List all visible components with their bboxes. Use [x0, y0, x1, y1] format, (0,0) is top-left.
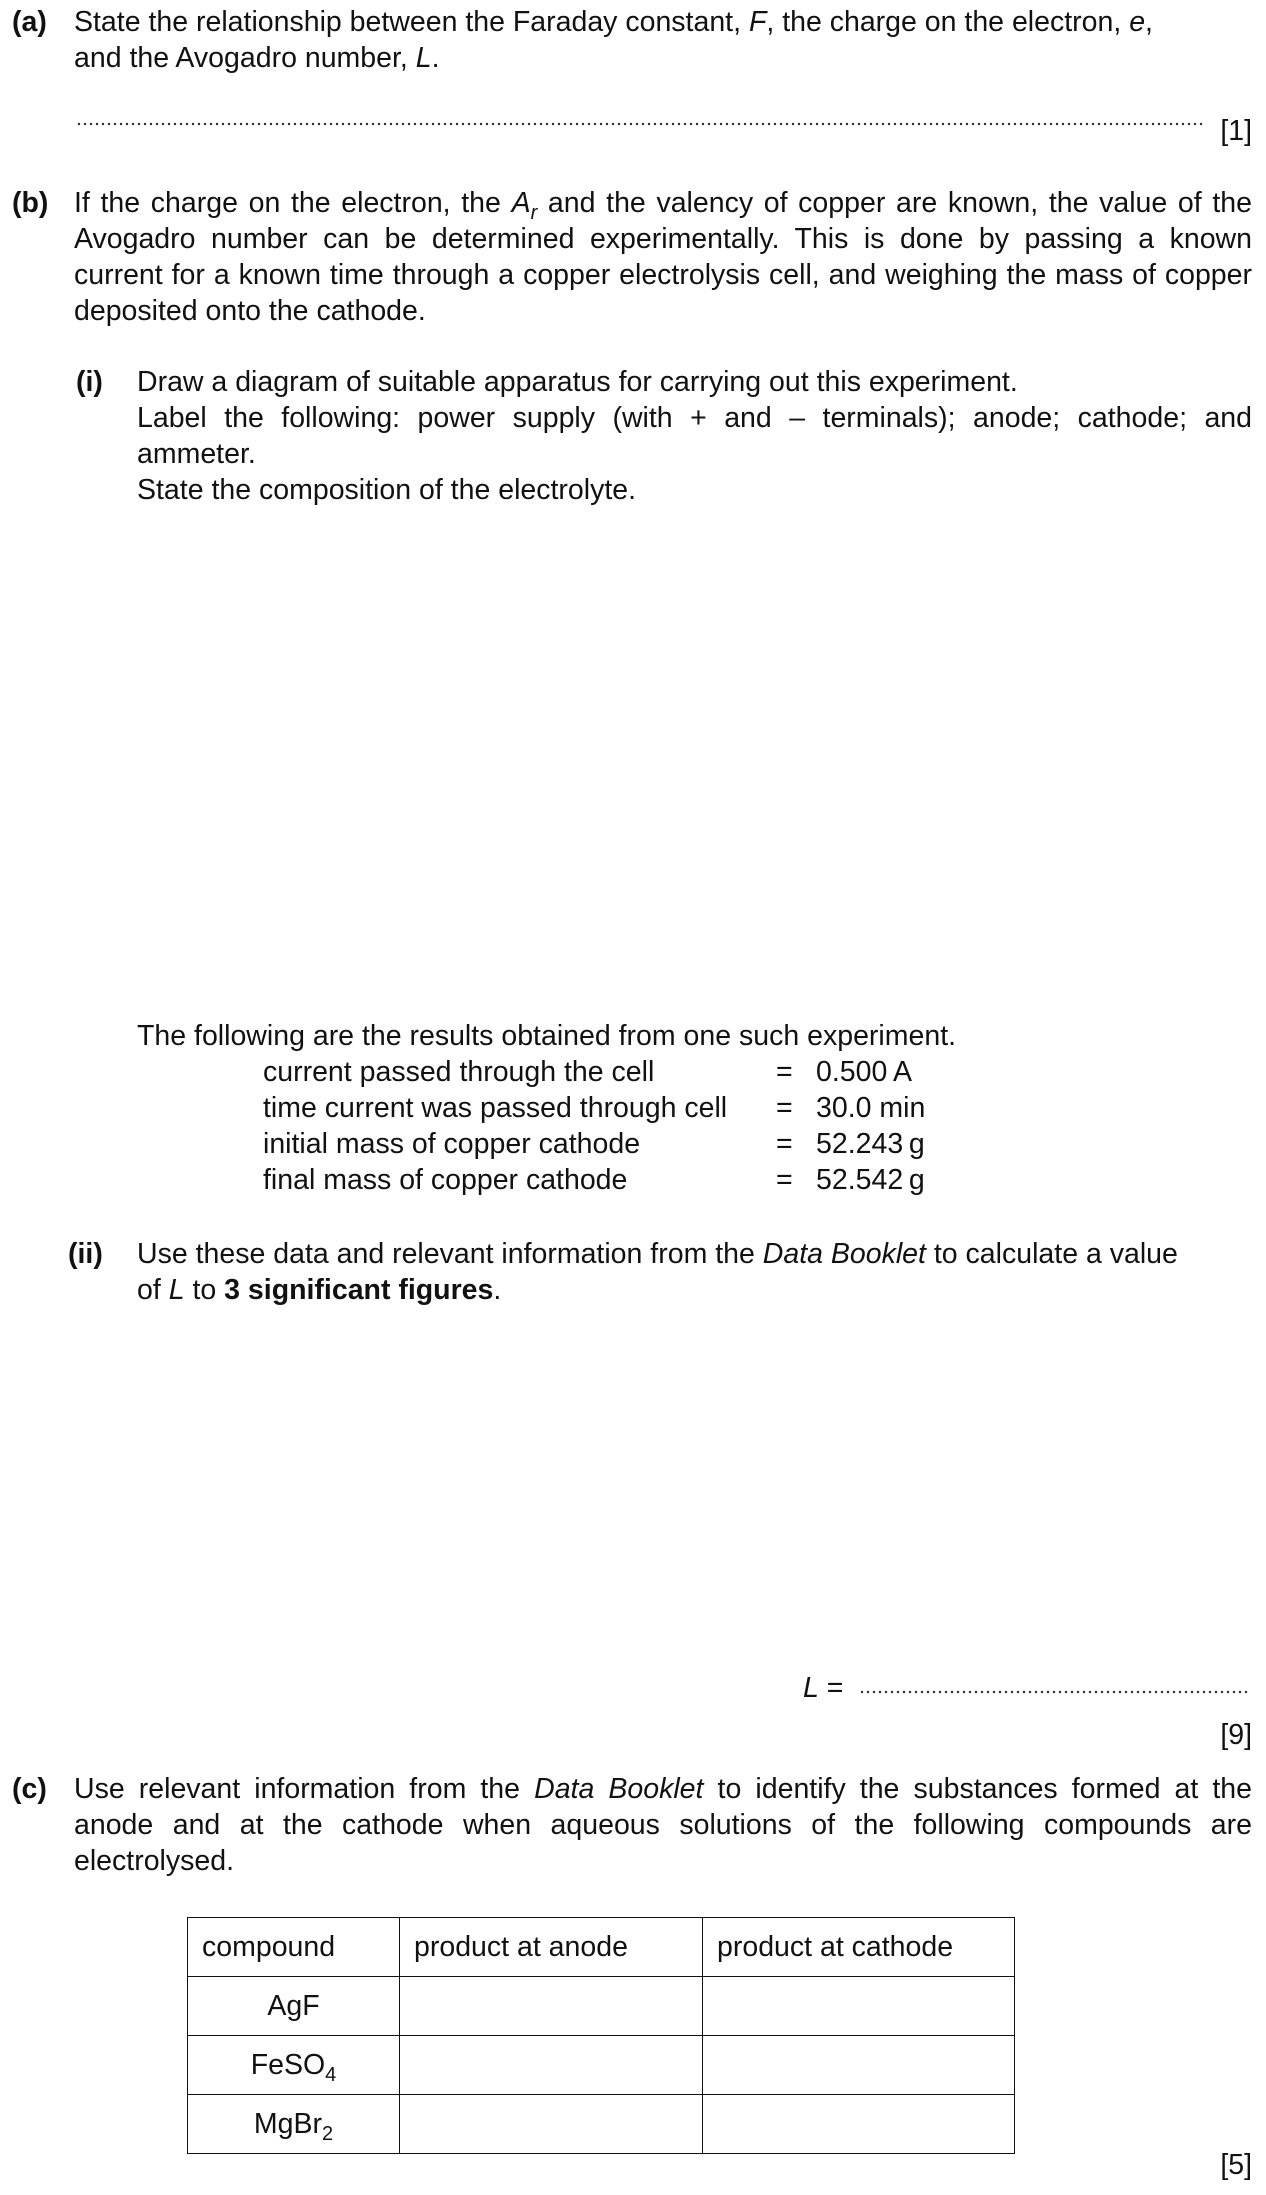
compound-cell: AgF	[188, 1977, 400, 2036]
result-equals: =	[776, 1092, 793, 1124]
table-row	[188, 1977, 1015, 2036]
data-booklet-ref: Data Booklet	[762, 1238, 926, 1270]
part-a-label: (a)	[12, 6, 47, 38]
result-value: 0.500 A	[816, 1056, 913, 1088]
cathode-product-cell[interactable]	[703, 1977, 1015, 2036]
result-equals: =	[776, 1128, 793, 1160]
diagram-answer-space[interactable]	[137, 520, 1247, 1010]
part-b-i-label: (i)	[76, 366, 103, 398]
table-row	[188, 2036, 1015, 2095]
result-name: initial mass of copper cathode	[263, 1128, 641, 1160]
anode-product-cell[interactable]	[400, 1977, 703, 2036]
l-answer-line[interactable]	[859, 1690, 1249, 1694]
part-b-label: (b)	[12, 187, 49, 219]
result-name: current passed through the cell	[263, 1056, 655, 1088]
part-b-ii-question: Use these data and relevant information from the Data Booklet to calculate a value of L to 3 significant figures.	[137, 1238, 1178, 1306]
cathode-product-cell[interactable]	[703, 2036, 1015, 2095]
result-equals: =	[776, 1164, 793, 1196]
compound-cell: FeSO$_4$	[188, 2036, 400, 2095]
result-value: 52.542 g	[816, 1164, 925, 1196]
electrolysis-products-table	[187, 1917, 1015, 2154]
part-b-i-question: Draw a diagram of suitable apparatus for carrying out this experiment. Label the following: power supply (with + and – terminals); anode; cathode; and ammeter. State the composition of the electrolyte.	[137, 366, 1252, 506]
result-value: 52.243 g	[816, 1128, 925, 1160]
part-c-question: Use relevant information from the Data Booklet to identify the substances formed at the anode and at the cathode when aqueous solutions of the following compounds are electrolysed.	[74, 1773, 1253, 1877]
part-b-marks: [9]	[1220, 1719, 1252, 1751]
column-header: compound	[188, 1918, 400, 1977]
part-b-intro: If the charge on the electron, the $A_r$ and the valency of copper are known, the value of the Avogadro number can be determined experimentally. This is done by passing a known current for a known time through a copper electrolysis cell, and weighing the mass of copper deposited onto the cathode.	[74, 187, 1252, 327]
cathode-product-cell[interactable]	[703, 2095, 1015, 2154]
electron-charge-symbol: e	[1129, 6, 1146, 38]
compound-cell: MgBr$_2$	[188, 2095, 400, 2154]
relative-atomic-mass-symbol: $A_r$	[511, 187, 538, 224]
column-header: product at anode	[400, 1918, 703, 1977]
result-equals: =	[776, 1056, 793, 1088]
column-header: product at cathode	[703, 1918, 1015, 1977]
table-row	[188, 2095, 1015, 2154]
significant-figures-emphasis: 3 significant figures	[224, 1274, 494, 1306]
part-c-marks: [5]	[1220, 2149, 1252, 2181]
part-b-ii-label: (ii)	[68, 1238, 103, 1270]
calculation-answer-space[interactable]	[137, 1320, 1247, 1660]
result-value: 30.0 min	[816, 1092, 926, 1124]
faraday-symbol: F	[748, 6, 767, 38]
table-header-row	[188, 1918, 1015, 1977]
anode-product-cell[interactable]	[400, 2095, 703, 2154]
part-a-question: State the relationship between the Faraday constant, F, the charge on the electron, e, and the Avogadro number, L.	[74, 6, 1153, 74]
results-intro: The following are the results obtained from one such experiment.	[137, 1020, 957, 1052]
part-a-answer-line[interactable]	[76, 122, 1206, 126]
avogadro-symbol: L	[415, 42, 432, 74]
part-c-label: (c)	[12, 1773, 47, 1805]
result-name: time current was passed through cell	[263, 1092, 728, 1124]
anode-product-cell[interactable]	[400, 2036, 703, 2095]
l-answer-label: L =	[803, 1672, 844, 1704]
result-name: final mass of copper cathode	[263, 1164, 628, 1196]
data-booklet-ref: Data Booklet	[534, 1773, 704, 1805]
part-a-marks: [1]	[1220, 115, 1252, 147]
